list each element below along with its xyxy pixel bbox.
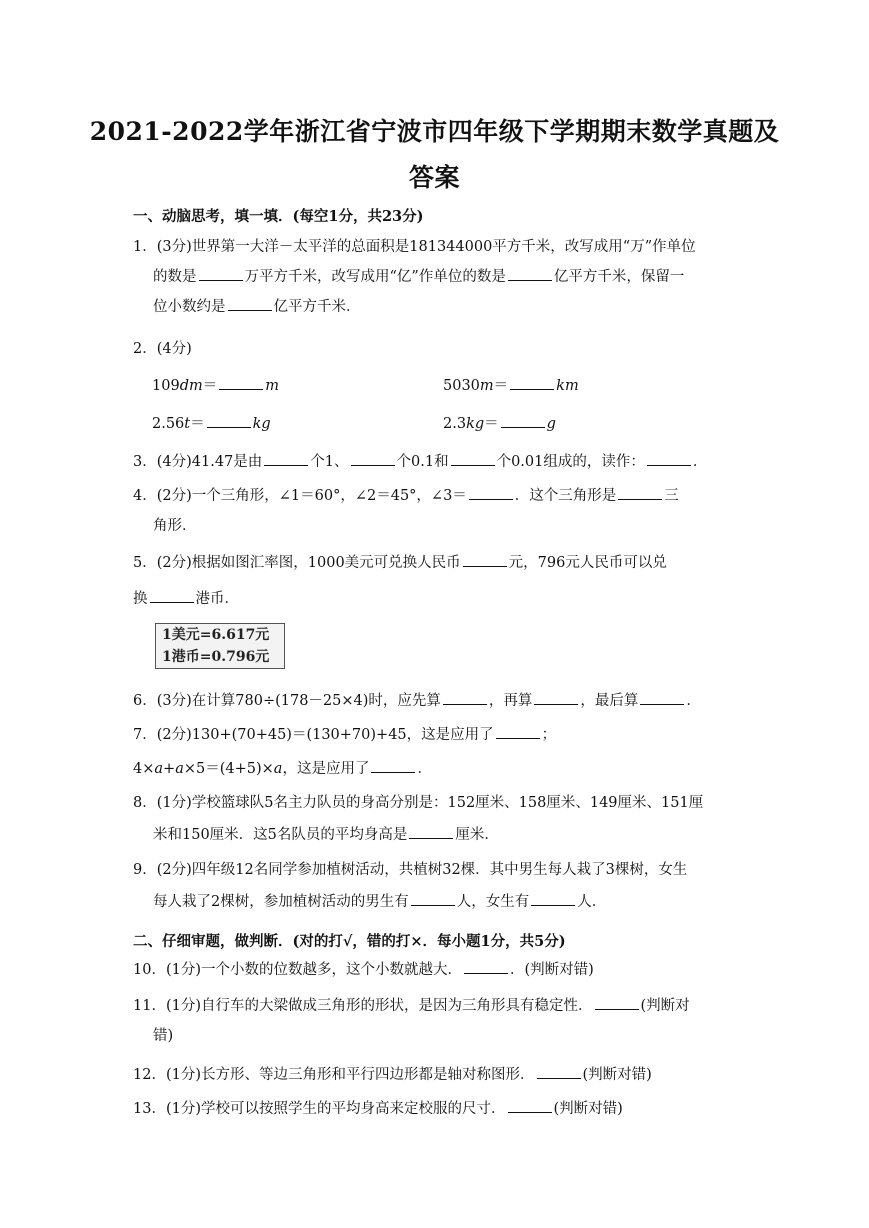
q2-unit: m: [265, 378, 279, 394]
question-7: [133, 720, 738, 784]
q11-text: 错): [153, 1028, 174, 1044]
answer-blank[interactable]: [501, 413, 545, 428]
q2-unit: km: [556, 378, 579, 394]
q7-text: ，这是应用了: [282, 761, 370, 777]
q13-text: (判断对错): [553, 1101, 623, 1117]
answer-blank[interactable]: [508, 266, 552, 281]
q3-text: 个1、: [310, 454, 349, 470]
q4-text: 三: [664, 488, 679, 504]
answer-blank[interactable]: [496, 724, 540, 739]
q7-text: ；: [541, 727, 557, 743]
question-4: [133, 481, 738, 541]
q5-text: 换: [133, 591, 148, 607]
q7-variable: a: [175, 761, 184, 777]
q10-text: ．(判断对错): [510, 962, 594, 978]
section-2-heading: 二、仔细审题，做判断．(对的打√，错的打×．每小题1分，共5分): [133, 933, 566, 950]
q8-text: 米和150厘米．这5名队员的平均身高是: [153, 827, 408, 843]
answer-blank[interactable]: [150, 588, 194, 603]
answer-blank[interactable]: [618, 485, 662, 500]
question-9: [133, 855, 738, 917]
q2-text: ＝: [202, 378, 218, 394]
q5-text: 元，796元人民币可以兑: [508, 555, 667, 571]
q2-item-3: [152, 410, 271, 438]
q6-text: ．: [686, 693, 701, 709]
q12-text: (判断对错): [582, 1067, 652, 1083]
q4-text: 角形．: [153, 518, 197, 534]
page-title-cont: 答案: [408, 163, 460, 192]
q4-text: 4．(2分)一个三角形，∠1＝60°，∠2＝45°，∠3＝: [133, 488, 467, 504]
question-3: [133, 447, 738, 477]
answer-blank[interactable]: [199, 266, 243, 281]
answer-blank[interactable]: [451, 451, 495, 466]
q2-unit: kg: [466, 416, 485, 432]
answer-blank[interactable]: [531, 891, 575, 906]
q2-item-1: [152, 372, 279, 400]
answer-blank[interactable]: [510, 375, 554, 390]
q2-text: 109: [152, 378, 180, 394]
q2-text: 2.3: [443, 416, 467, 432]
q2-unit: dm: [179, 378, 203, 394]
q1-text: 的数是: [153, 269, 197, 285]
question-6: [133, 686, 738, 716]
q2-text: ＝: [484, 416, 499, 432]
q2-unit: g: [546, 416, 556, 432]
question-10: [133, 955, 738, 985]
exchange-rate-usd: 1美元=6.617元: [162, 627, 270, 643]
page-title: 2021-2022学年浙江省宁波市四年级下学期期末数学真题及: [89, 117, 780, 146]
q7-text: +: [163, 761, 176, 777]
answer-blank[interactable]: [264, 451, 308, 466]
answer-blank[interactable]: [537, 1064, 581, 1079]
question-13: [133, 1094, 738, 1124]
q9-text: 每人栽了2棵树，参加植树活动的男生有: [153, 894, 409, 910]
answer-blank[interactable]: [464, 959, 508, 974]
exchange-rate-hkd: 1港币=0.796元: [162, 649, 270, 665]
answer-blank[interactable]: [228, 296, 272, 311]
q13-text: 13．(1分)学校可以按照学生的平均身高来定校服的尺寸．: [133, 1101, 506, 1117]
q8-text: 8．(1分)学校篮球队5名主力队员的身高分别是：152厘米、158厘米、149厘米、151厘: [133, 795, 704, 811]
question-8: [133, 788, 738, 850]
answer-blank[interactable]: [469, 485, 513, 500]
answer-blank[interactable]: [595, 995, 639, 1010]
q8-text: 厘米．: [455, 827, 499, 843]
answer-blank[interactable]: [409, 824, 453, 839]
q9-text: 9．(2分)四年级12名同学参加植树活动，共植树32棵．其中男生每人栽了3棵树，女生: [133, 862, 688, 878]
q4-text: ．这个三角形是: [514, 488, 617, 504]
q1-text: 亿平方千米．: [273, 299, 361, 315]
q5-text: 港币．: [195, 591, 239, 607]
q9-text: 人．: [577, 894, 607, 910]
q1-text: 万平方千米，改写成用“亿”作单位的数是: [244, 269, 506, 285]
answer-blank[interactable]: [508, 1098, 552, 1113]
answer-blank[interactable]: [351, 451, 395, 466]
section-1-heading: 一、动脑思考，填一填．(每空1分，共23分): [133, 208, 424, 225]
q10-text: 10．(1分)一个小数的位数越多，这个小数就越大．: [133, 962, 462, 978]
answer-blank[interactable]: [534, 690, 578, 705]
q2-text: ＝: [190, 416, 205, 432]
q3-text: ．: [692, 454, 708, 470]
q6-text: 6．(3分)在计算780÷(178－25×4)时，应先算: [133, 693, 441, 709]
q6-text: ，最后算: [580, 693, 639, 709]
q3-text: 个0.1和: [396, 454, 449, 470]
q11-text: 11．(1分)自行车的大梁做成三角形的形状，是因为三角形具有稳定性．: [133, 998, 593, 1014]
q3-text: 3．(4分)41.47是由: [133, 454, 263, 470]
q7-text: ．: [417, 761, 432, 777]
answer-blank[interactable]: [640, 690, 684, 705]
q2-text: 2.56: [152, 416, 185, 432]
q2-unit: m: [479, 378, 494, 394]
q1-text: 亿平方千米，保留一: [553, 269, 685, 285]
q2-text: ＝: [493, 378, 509, 394]
q1-line1: 1．(3分)世界第一大洋－太平洋的总面积是181344000平方千米，改写成用“万”作单位: [133, 239, 696, 255]
q11-text: (判断对: [640, 998, 690, 1014]
answer-blank[interactable]: [219, 375, 263, 390]
q2-text: 5030: [443, 378, 480, 394]
q6-text: ，再算: [488, 693, 533, 709]
q2-item-4: [443, 410, 556, 438]
q7-text: 7．(2分)130+(70+45)＝(130+70)+45，这是应用了: [133, 727, 494, 743]
q5-text: 5．(2分)根据如图汇率图，1000美元可兑换人民币: [133, 555, 461, 571]
answer-blank[interactable]: [371, 758, 415, 773]
question-2: [133, 334, 738, 364]
answer-blank[interactable]: [647, 451, 691, 466]
q7-variable: a: [273, 761, 283, 777]
question-11: [133, 991, 738, 1051]
q7-variable: a: [154, 761, 164, 777]
question-12: [133, 1060, 738, 1090]
q7-text: 4×: [133, 761, 155, 777]
q1-text: 位小数约是: [153, 299, 226, 315]
q2-heading: 2．(4分): [133, 341, 192, 357]
question-1: [133, 232, 738, 322]
q7-text: ×5＝(4+5)×: [183, 761, 274, 777]
q2-item-2: [443, 372, 579, 400]
exchange-rate-image: [155, 623, 285, 669]
answer-blank[interactable]: [463, 552, 507, 567]
answer-blank[interactable]: [207, 413, 251, 428]
answer-blank[interactable]: [411, 891, 455, 906]
q2-unit: kg: [252, 416, 271, 432]
q12-text: 12．(1分)长方形、等边三角形和平行四边形都是轴对称图形．: [133, 1067, 535, 1083]
answer-blank[interactable]: [443, 690, 487, 705]
q9-text: 人，女生有: [456, 894, 530, 910]
question-5: [133, 548, 738, 614]
q2-unit: t: [184, 416, 191, 432]
q3-text: 个0.01组成的，读作：: [496, 454, 645, 470]
